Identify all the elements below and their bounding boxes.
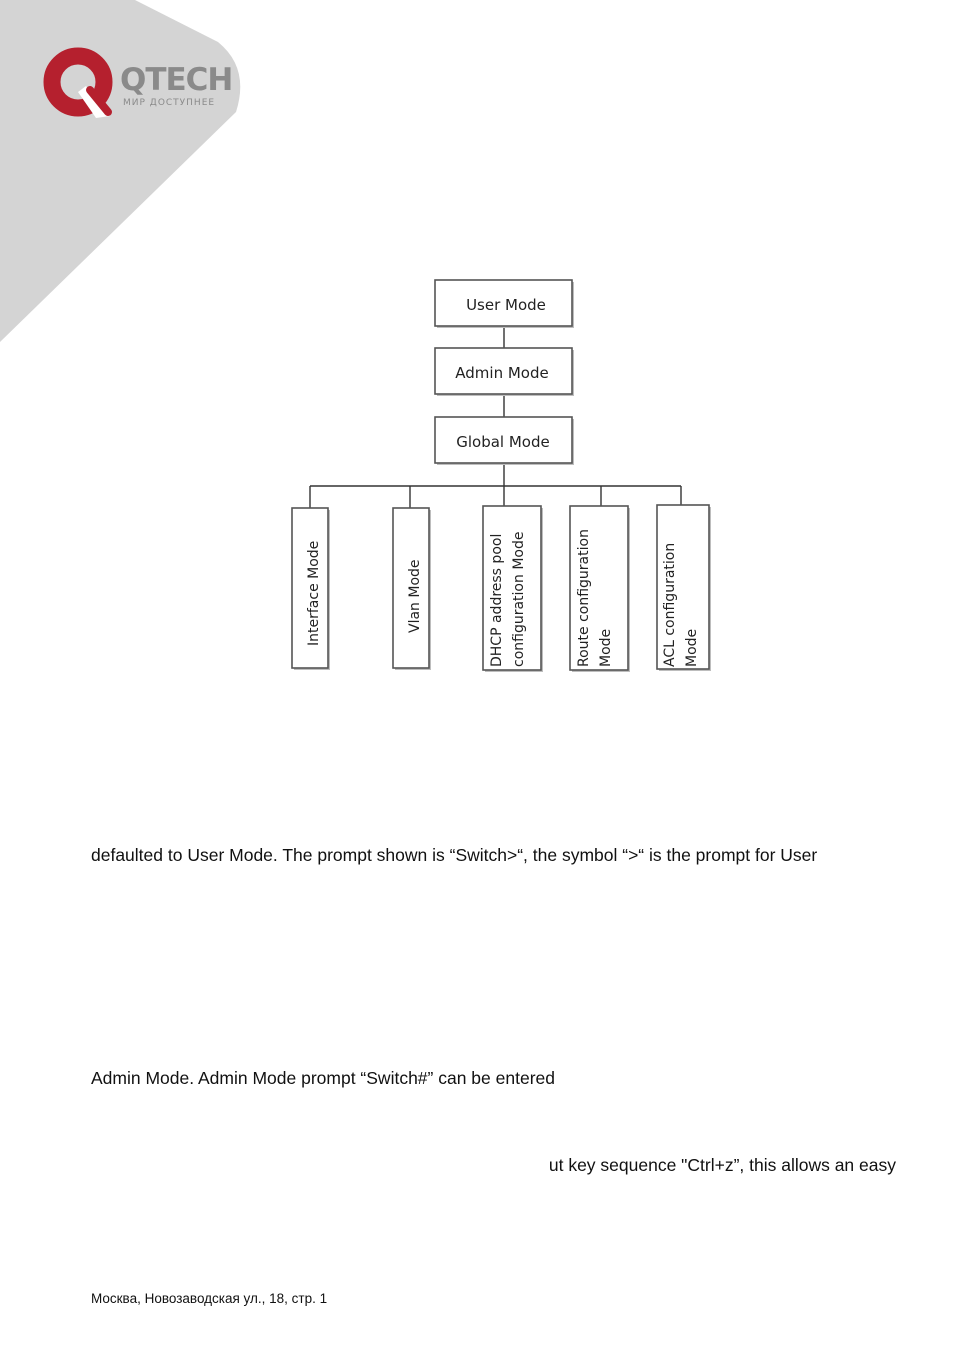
box-acl-mode-line2: Mode (684, 628, 700, 667)
box-interface-mode (292, 508, 330, 670)
box-dhcp-pool-mode (483, 506, 543, 672)
corner-decoration (0, 0, 260, 350)
logo-brand: QTECH (120, 62, 233, 98)
box-admin-mode-label: Admin Mode (455, 364, 549, 382)
box-global-mode (435, 417, 574, 465)
box-admin-mode (435, 348, 574, 396)
box-route-mode-line1: Route configuration (576, 529, 592, 667)
box-user-mode (435, 280, 574, 328)
box-acl-mode (657, 505, 711, 671)
box-acl-mode-line1: ACL configuration (662, 542, 678, 667)
box-user-mode-label: User Mode (466, 296, 546, 314)
box-dhcp-pool-mode-line1: DHCP address pool (489, 533, 505, 667)
box-route-mode (570, 506, 630, 672)
paragraph-shortcut: ut key sequence "Ctrl+z”, this allows an easy (548, 1155, 896, 1175)
logo-ring-icon (42, 46, 118, 122)
box-route-mode-line2: Mode (598, 628, 614, 667)
box-vlan-mode (393, 508, 431, 670)
logo-tagline: МИР ДОСТУПНЕЕ (123, 98, 216, 108)
box-dhcp-pool-mode-line2: configuration Mode (511, 531, 527, 667)
box-interface-mode-label: Interface Mode (306, 540, 322, 646)
box-global-mode-label: Global Mode (456, 433, 550, 451)
mode-hierarchy-diagram (288, 276, 718, 676)
paragraph-admin-mode: Admin Mode. Admin Mode prompt “Switch#” can be entered (91, 1068, 555, 1088)
box-vlan-mode-label: Vlan Mode (407, 559, 423, 633)
footer-address: Москва, Новозаводская ул., 18, стр. 1 (91, 1291, 328, 1306)
paragraph-user-mode: defaulted to User Mode. The prompt shown is “Switch>“, the symbol “>“ is the prompt for User (91, 845, 818, 865)
